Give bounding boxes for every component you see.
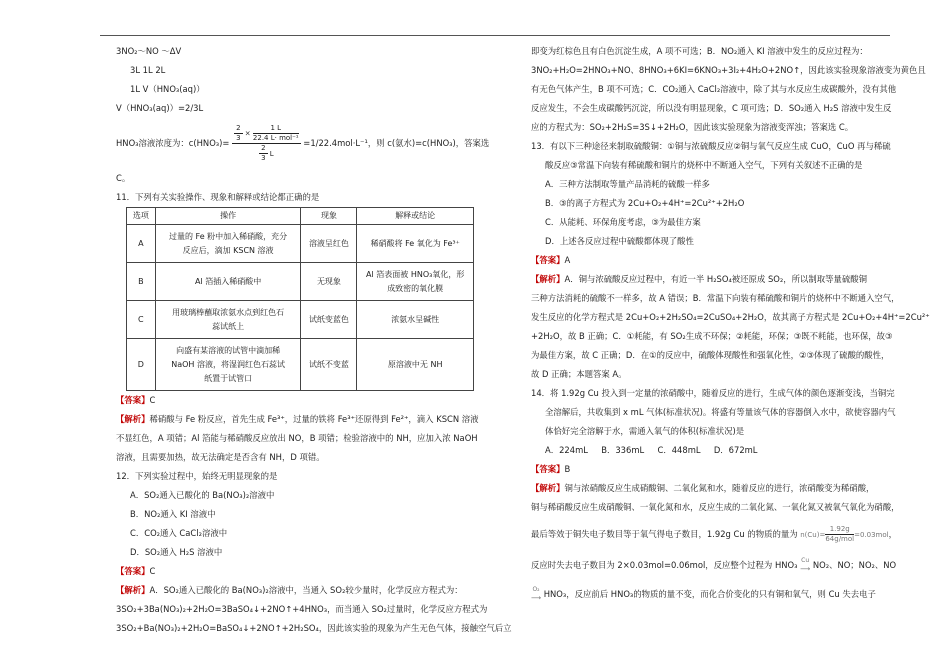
explain-11-line2: 不显红色，A 项错；Al 箔能与稀硝酸反应放出 NO，B 项错；检验溶液中的 NH，应加入浓 NaOH xyxy=(116,433,478,443)
conc-prefix: HNO₃溶液浓度为：c(HNO₃)= xyxy=(116,138,230,148)
table-row xyxy=(127,263,474,301)
table-cell: D xyxy=(127,339,156,391)
explain-12-line3: 3SO₂+Ba(NO₃)₂+2H₂O=BaSO₄↓+2NO↑+2H₂SO₄，因此该实验的现象为产生无色气体，接触空气后立 xyxy=(116,623,512,633)
options-14 xyxy=(531,441,895,460)
option-12-d: D．SO₂通入 H₂S 溶液中 xyxy=(130,547,223,557)
experiment-table xyxy=(126,207,474,391)
explain-13-line5: 为最佳方案，故 C 正确；D．在①的反应中，硫酸体现酸性和强氧化性，②③体现了硫酸的酸性， xyxy=(531,350,890,360)
table-cell: 溶液呈红色 xyxy=(301,225,357,263)
table-header: 选项 xyxy=(127,208,156,225)
conc-suffix: =1/22.4mol·L⁻¹，则 c(氨水)=c(HNO₃)，答案选 xyxy=(303,138,490,148)
table-cell: 浓氨水呈碱性 xyxy=(357,301,474,339)
table-header-row xyxy=(127,208,474,225)
option-13-a: A．三种方法制取等量产品消耗的硫酸一样多 xyxy=(545,179,710,189)
table-cell: 过量的 Fe 粉中加入稀硝酸，充分 反应后，滴加 KSCN 溶液 xyxy=(155,225,301,263)
table-header: 现象 xyxy=(301,208,357,225)
question-14-line1: 14．将 1.92g Cu 投入到一定量的浓硝酸中，随着反应的进行，生成气体的颜色逐渐变浅，当铜完 xyxy=(531,388,895,398)
table-cell: 试纸不变蓝 xyxy=(301,339,357,391)
explain-12-line1: 【解析】A．SO₂通入已酸化的 Ba(NO₃)₂溶液中，当通入 SO₂较少量时，化学反应方程式为： xyxy=(116,585,463,595)
table-cell: A xyxy=(127,225,156,263)
table-header: 解释或结论 xyxy=(357,208,474,225)
eq-line-3: 1L V（HNO₃(aq)） xyxy=(130,84,205,94)
explain-12-line2: 3SO₂+3Ba(NO₃)₂+2H₂O=3BaSO₄↓+2NO↑+4HNO₃，而当通入 SO₂过量时，化学反应方程式为 xyxy=(116,604,488,614)
eq-line-1: 3NO₂～NO ～ΔV xyxy=(116,46,182,56)
concentration-line xyxy=(116,124,490,163)
option-12-b: B．NO₂通入 KI 溶液中 xyxy=(130,509,216,519)
header-rule xyxy=(100,35,890,36)
table-header: 操作 xyxy=(155,208,301,225)
table-cell: 稀硝酸将 Fe 氧化为 Fe³⁺ xyxy=(357,225,474,263)
answer-11: 【答案】C xyxy=(116,395,156,405)
explain-14-line1: 【解析】铜与浓硝酸反应生成硝酸铜、二氧化氮和水，随着反应的进行，浓硝酸变为稀硝酸， xyxy=(531,483,875,493)
table-cell: C xyxy=(127,301,156,339)
moles-formula: n(Cu)= $\frac{1.92g}{\text{64g/mol}}=0.03mol$ xyxy=(800,525,889,543)
table-row xyxy=(127,225,474,263)
table-cell: 用玻璃棒蘸取浓氨水点到红色石 蕊试纸上 xyxy=(155,301,301,339)
option-13-c: C．从能耗、环保角度考虑，③为最佳方案 xyxy=(545,217,701,227)
option-14-a: A．224mL xyxy=(545,445,588,455)
option-13-d: D．上述各反应过程中硫酸都体现了酸性 xyxy=(545,236,694,246)
explain-13-line1: 【解析】A．铜与浓硫酸反应过程中，有近一半 H₂SO₄被还原成 SO₂，所以制取等量硫酸铜 xyxy=(531,274,867,284)
reaction-arrow-icon: O₂ ⟶ xyxy=(531,586,542,602)
table-cell: 向盛有某溶液的试管中滴加稀 NaOH 溶液，将湿润红色石蕊试 纸置于试管口 xyxy=(155,339,301,391)
question-14-line2: 全溶解后，共收集到 x mL 气体(标准状况)。将盛有等量该气体的容器倒入水中，欲使容器内气 xyxy=(545,407,896,417)
explain-11-line1: 【解析】稀硝酸与 Fe 粉反应，首先生成 Fe³⁺，过量的铁将 Fe³⁺还原得到 Fe²⁺，滴入 KSCN 溶液 xyxy=(116,414,479,424)
question-14-line3: 体恰好完全溶解于水，需通入氧气的体积(标准状况)是 xyxy=(545,426,745,436)
option-14-c: C．448mL xyxy=(657,445,701,455)
table-cell: 试纸变蓝色 xyxy=(301,301,357,339)
eq-line-4: V（HNO₃(aq)）=2/3L xyxy=(116,103,204,113)
option-12-c: C．CO₂通入 CaCl₂溶液中 xyxy=(130,528,228,538)
conc-fraction: $\frac{2}{3}$ × $\frac{1 L}{\text{22.4 L· mol⁻¹}}$ $\frac{2}{3}$ L xyxy=(232,124,301,163)
right-column xyxy=(531,42,930,604)
left-column xyxy=(116,42,512,638)
explain-14-line4: 反应时失去电子数目为 2×0.03mol=0.06mol，反应整个过程为 HNO₃ Cu ⟶ NO₂、NO；NO₂、NO xyxy=(531,557,897,573)
table-cell: Al 箔插入稀硝酸中 xyxy=(155,263,301,301)
table-cell: Al 箔表面被 HNO₃氧化，形 成致密的氧化膜 xyxy=(357,263,474,301)
table-row xyxy=(127,339,474,391)
table-row xyxy=(127,301,474,339)
answer-13: 【答案】A xyxy=(531,255,571,265)
conc-answer: C。 xyxy=(116,173,131,183)
table-cell: B xyxy=(127,263,156,301)
explain-13-line3: 发生反应的化学方程式是 2Cu+O₂+2H₂SO₄=2CuSO₄+2H₂O，故其离子方程式是 2Cu+O₂+4H⁺=2Cu²⁺ xyxy=(531,312,930,322)
option-14-d: D．672mL xyxy=(713,445,758,455)
question-13-line1: 13．有以下三种途径来制取硫酸铜：①铜与浓硫酸反应②铜与氧气反应生成 CuO，CuO 再与稀硫 xyxy=(531,141,891,151)
explain-13-line4: +2H₂O，故 B 正确；C．①耗能，有 SO₂生成不环保；②耗能，环保；③既不耗能，也环保，故③ xyxy=(531,331,893,341)
table-cell: 无现象 xyxy=(301,263,357,301)
explain-11-line3: 溶液，且需要加热，故无法确定是否含有 NH，D 项错。 xyxy=(116,452,325,462)
option-14-b: B．336mL xyxy=(601,445,645,455)
table-cell: 原溶液中无 NH xyxy=(357,339,474,391)
option-12-a: A．SO₂通入已酸化的 Ba(NO₃)₂溶液中 xyxy=(130,490,275,500)
explain-12-cont-1: 即变为红棕色且有白色沉淀生成，A 项不可选；B．NO₂通入 KI 溶液中发生的反应过程为： xyxy=(531,46,868,56)
explain-12-cont-4: 反应发生，不会生成碳酸钙沉淀，所以没有明显现象，C 项可选；D．SO₂通入 H₂S 溶液中发生反 xyxy=(531,103,892,113)
explain-14-line3: 最后等效于铜失电子数目等于氧气得电子数目，1.92g Cu 的物质的量为 n(Cu)= $\frac{1.92g}{\text{64g/mol}}=0.03mol$， xyxy=(531,523,895,546)
question-12: 12．下列实验过程中，始终无明显现象的是 xyxy=(116,471,278,481)
answer-12: 【答案】C xyxy=(116,566,156,576)
explain-12-cont-3: 有无色气体产生，B 项不可选；C．CO₂通入 CaCl₂溶液中，除了其与水反应生成碳酸外，没有其他 xyxy=(531,84,897,94)
option-13-b: B．③的离子方程式为 2Cu+O₂+4H⁺=2Cu²⁺+2H₂O xyxy=(545,198,745,208)
explain-12-cont-2: 3NO₂+H₂O=2HNO₃+NO、8HNO₃+6KI=6KNO₃+3I₂+4H₂O+2NO↑，因此该实验现象溶液变为黄色且 xyxy=(531,65,926,75)
question-11: 11．下列有关实验操作、现象和解释或结论都正确的是 xyxy=(116,192,320,202)
explain-12-cont-5: 应的方程式为：SO₂+2H₂S=3S↓+2H₂O，因此该实验现象为溶液变浑浊；答案选 C。 xyxy=(531,122,854,132)
explain-13-line6: 故 D 正确；本题答案 A。 xyxy=(531,369,627,379)
reaction-arrow-icon: Cu ⟶ xyxy=(800,557,811,573)
explain-14-line5: O₂ ⟶ HNO₃，反应前后 HNO₃的物质的量不变，而化合价变化的只有铜和氧气，则 Cu 失去电子 xyxy=(531,586,876,602)
eq-line-2: 3L 1L 2L xyxy=(130,65,166,75)
question-13-line2: 酸反应③常温下向装有稀硫酸和铜片的烧杯中不断通入空气，下列有关叙述不正确的是 xyxy=(545,160,863,170)
answer-14: 【答案】B xyxy=(531,464,571,474)
explain-14-line2: 铜与稀硝酸反应生成硝酸铜、一氧化氮和水，反应生成的二氧化氮、一氧化氮又被氧气氧化为硝酸， xyxy=(531,502,900,512)
explain-13-line2: 三种方法消耗的硫酸不一样多，故 A 错误；B．常温下向装有稀硫酸和铜片的烧杯中不断通入空气， xyxy=(531,293,900,303)
